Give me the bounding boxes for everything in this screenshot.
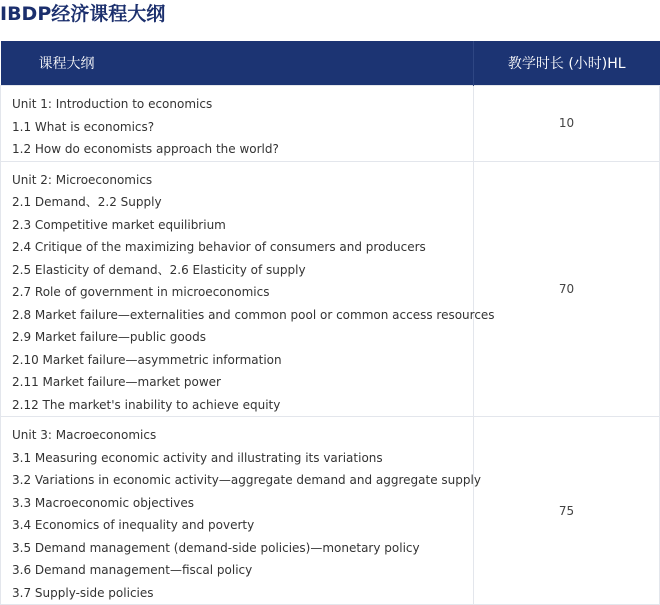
table-header-row [1, 41, 660, 86]
column-header-hours: 教学时长 (小时)HL [474, 41, 660, 86]
topic-line: 2.12 The market's inability to achieve equity [12, 397, 281, 412]
unit-heading: Unit 2: Microeconomics [12, 172, 153, 187]
topic-line: 2.5 Elasticity of demand、2.6 Elasticity of supply [12, 262, 306, 277]
hours-cell: 70 [474, 161, 660, 417]
topic-line: 1.1 What is economics? [12, 119, 155, 134]
topic-line: 2.10 Market failure—asymmetric information [12, 352, 282, 367]
unit-cell [1, 86, 474, 162]
table-row-unit-3 [1, 417, 660, 605]
topic-line: 2.1 Demand、2.2 Supply [12, 195, 162, 209]
hours-cell: 10 [474, 86, 660, 162]
table-row-unit-2 [1, 161, 660, 417]
topic-line: 3.7 Supply-side policies [12, 585, 154, 600]
topic-line: 3.1 Measuring economic activity and illustrating its variations [12, 450, 383, 465]
topic-line: 3.3 Macroeconomic objectives [12, 495, 194, 510]
topic-line: 2.3 Competitive market equilibrium [12, 217, 226, 232]
unit-heading: Unit 3: Macroeconomics [12, 428, 157, 442]
unit-heading: Unit 1: Introduction to economics [12, 97, 213, 111]
topic-line: 2.4 Critique of the maximizing behavior of consumers and producers [12, 240, 426, 254]
column-header-syllabus: 课程大纲 [1, 41, 474, 86]
topic-line: 3.2 Variations in economic activity—aggregate demand and aggregate supply [12, 473, 481, 487]
topic-line: 2.8 Market failure—externalities and common pool or common access resources [12, 307, 495, 322]
topic-line: 2.11 Market failure—market power [12, 375, 221, 389]
topic-line: 3.4 Economics of inequality and poverty [12, 518, 255, 532]
table-row-unit-1 [1, 86, 660, 162]
page-title: IBDP经济课程大纲 [0, 3, 166, 25]
topic-line: 3.6 Demand management—fiscal policy [12, 563, 253, 577]
topic-line: 2.9 Market failure—public goods [12, 330, 206, 344]
unit-cell [1, 161, 495, 417]
syllabus-table [0, 41, 660, 605]
topic-line: 1.2 How do economists approach the world? [12, 142, 279, 156]
topic-line: 3.5 Demand management (demand-side policies)—monetary policy [12, 540, 420, 555]
hours-cell: 75 [474, 417, 660, 605]
topic-line: 2.7 Role of government in microeconomics [12, 285, 270, 299]
unit-cell [1, 417, 481, 605]
